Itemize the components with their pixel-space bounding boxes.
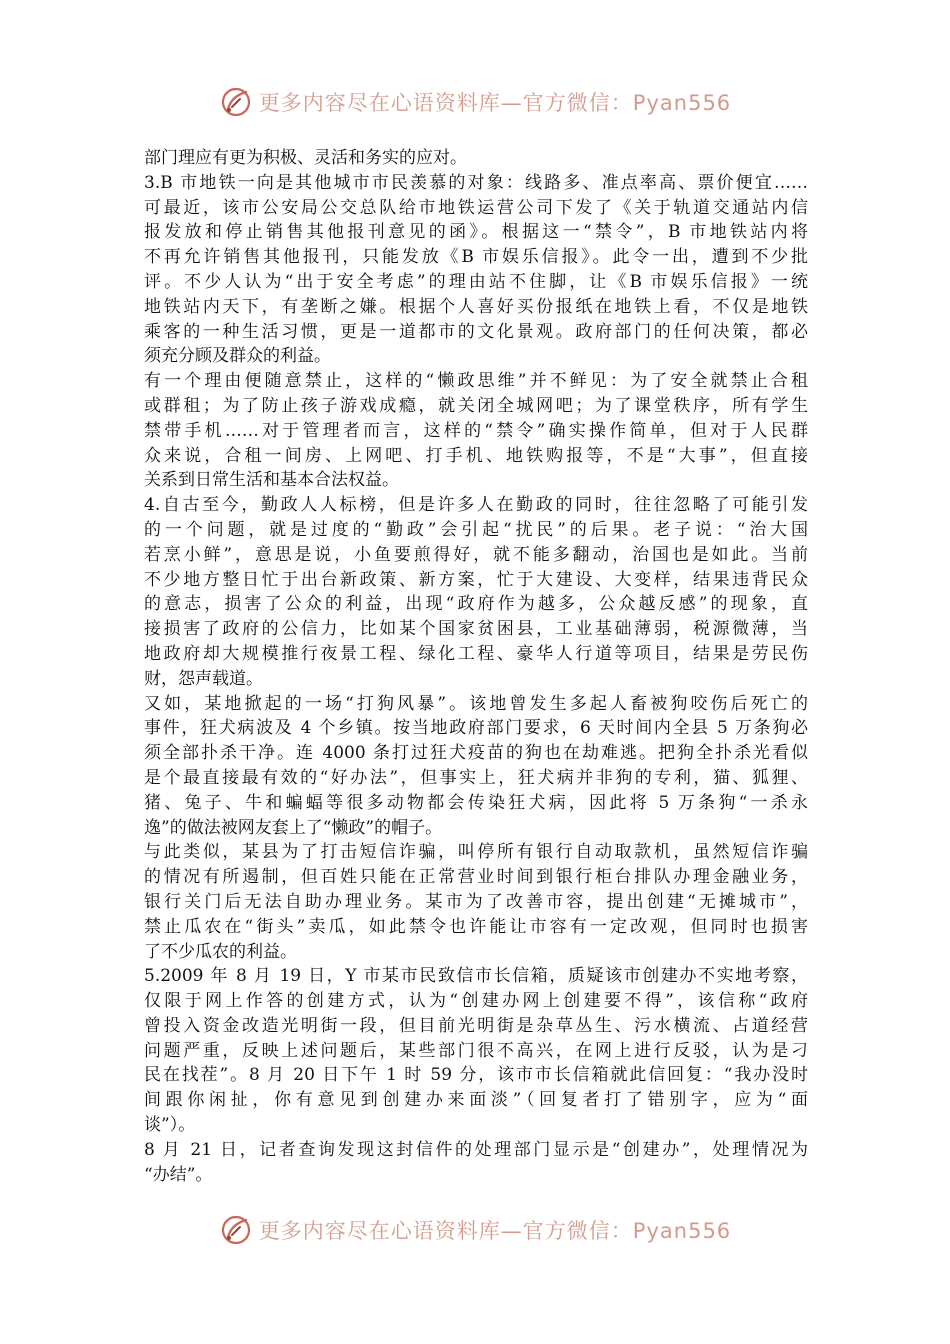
text-line: 4.自古至今，勤政人人标榜，但是许多人在勤政的同时，往往忽略了可能引发: [144, 495, 808, 516]
text-line: 若烹小鲜”，意思是说，小鱼要煎得好，就不能多翻动，治国也是如此。当前: [144, 544, 808, 565]
text-line: 评。不少人认为“出于安全考虑”的理由站不住脚，让《B 市娱乐信报》一统: [144, 271, 808, 292]
document-body: [144, 146, 808, 1187]
text-line: 有一个理由便随意禁止，这样的“懒政思维”并不鲜见：为了安全就禁止合租: [144, 371, 808, 392]
text-line: 可最近，该市公安局公交总队给市地铁运营公司下发了《关于轨道交通站内信: [144, 197, 808, 218]
text-line: 的情况有所遏制，但百姓只能在正常营业时间到银行柜台排队办理金融业务，: [144, 867, 808, 888]
footer-watermark-banner: [0, 1210, 950, 1250]
text-line: 接损害了政府的公信力，比如某个国家贫困县，工业基础薄弱，税源微薄，当: [144, 619, 808, 640]
banner-text: 更多内容尽在心语资料库—官方微信：Pyan556: [258, 1219, 732, 1243]
text-line: 或群租；为了防止孩子游戏成瘾，就关闭全城网吧；为了课堂秩序，所有学生: [144, 395, 808, 416]
text-line: 报发放和停止销售其他报刊意见的函》。根据这一“禁令”，B 市地铁站内将: [144, 222, 808, 243]
text-line: 不少地方整日忙于出台新政策、新方案，忙于大建设、大变样，结果违背民众: [144, 569, 808, 590]
brand-logo-icon: [219, 85, 253, 119]
text-line: 8 月 21 日，记者查询发现这封信件的处理部门显示是“创建办”，处理情况为: [144, 1139, 808, 1160]
text-line: 间跟你闲扯，你有意见到创建办来面淡”（回复者打了错别字，应为“面: [144, 1090, 808, 1111]
text-line: 5.2009 年 8 月 19 日，Y 市某市民致信市长信箱，质疑该市创建办不实地考察，: [144, 966, 808, 987]
text-line: 与此类似，某县为了打击短信诈骗，叫停所有银行自动取款机，虽然短信诈骗: [144, 842, 808, 863]
text-line: 仅限于网上作答的创建方式，认为“创建办网上创建要不得”，该信称“政府: [144, 991, 808, 1012]
text-line: 的意志，损害了公众的利益，出现“政府作为越多，公众越反感”的现象，直: [144, 594, 808, 615]
text-line: 问题严重，反映上述问题后，某些部门很不高兴，在网上进行反驳，认为是刁: [144, 1040, 808, 1061]
text-line: 部门理应有更为积极、灵活和务实的应对。: [144, 148, 467, 168]
text-line: 又如，某地掀起的一场“打狗风暴”。该地曾发生多起人畜被狗咬伤后死亡的: [144, 693, 808, 714]
text-line: 逸”的做法被网友套上了“懒政”的帽子。: [144, 817, 443, 838]
text-line: 禁带手机……对于管理者而言，这样的“禁令”确实操作简单，但对于人民群: [144, 420, 808, 441]
text-line: 关系到日常生活和基本合法权益。: [144, 470, 399, 491]
text-line: 谈”）。: [144, 1115, 196, 1136]
text-line: 众来说，合租一间房、上网吧、打手机、地铁购报等，不是“大事”，但直接: [144, 445, 808, 466]
text-line: 是个最直接最有效的“好办法”，但事实上，狂犬病并非狗的专利，猫、狐狸、: [144, 767, 808, 788]
text-line: 的一个问题，就是过度的“勤政”会引起“扰民”的后果。老子说：“治大国: [144, 519, 808, 540]
brand-logo-icon: [219, 1213, 253, 1247]
text-line: 民在找茬”。8 月 20 日下午 1 时 59 分，该市市长信箱就此信回复：“我办没时: [144, 1065, 808, 1086]
header-watermark-banner: [0, 82, 950, 122]
text-line: 须全部扑杀干净。连 4000 条打过狂犬疫苗的狗也在劫难逃。把狗全扑杀光看似: [144, 743, 808, 764]
text-line: 银行关门后无法自助办理业务。某市为了改善市容，提出创建“无摊城市”，: [144, 891, 808, 912]
text-line: 事件，狂犬病波及 4 个乡镇。按当地政府部门要求，6 天时间内全县 5 万条狗必: [144, 718, 808, 739]
text-line: 财，怨声载道。: [144, 668, 263, 689]
text-line: 乘客的一种生活习惯，更是一道都市的文化景观。政府部门的任何决策，都必: [144, 321, 808, 342]
text-line: 猪、兔子、牛和蝙蝠等很多动物都会传染狂犬病，因此将 5 万条狗“一杀永: [144, 792, 808, 813]
text-line: 地政府却大规模推行夜景工程、绿化工程、豪华人行道等项目，结果是劳民伤: [144, 643, 808, 664]
text-line: 了不少瓜农的利益。: [144, 941, 297, 962]
text-line: 地铁站内天下，有垄断之嫌。根据个人喜好买份报纸在地铁上看，不仅是地铁: [144, 296, 808, 317]
text-line: “办结”。: [144, 1164, 213, 1185]
text-line: 不再允许销售其他报刊，只能发放《B 市娱乐信报》。此令一出，遭到不少批: [144, 247, 808, 268]
banner-text: 更多内容尽在心语资料库—官方微信：Pyan556: [258, 91, 732, 115]
text-line: 曾投入资金改造光明街一段，但目前光明街是杂草丛生、污水横流、占道经营: [144, 1015, 808, 1036]
text-line: 禁止瓜农在“街头”卖瓜，如此禁令也许能让市容有一定改观，但同时也损害: [144, 916, 808, 937]
text-line: 须充分顾及群众的利益。: [144, 346, 331, 367]
text-line: 3.B 市地铁一向是其他城市市民羡慕的对象：线路多、准点率高、票价便宜……: [144, 172, 808, 193]
